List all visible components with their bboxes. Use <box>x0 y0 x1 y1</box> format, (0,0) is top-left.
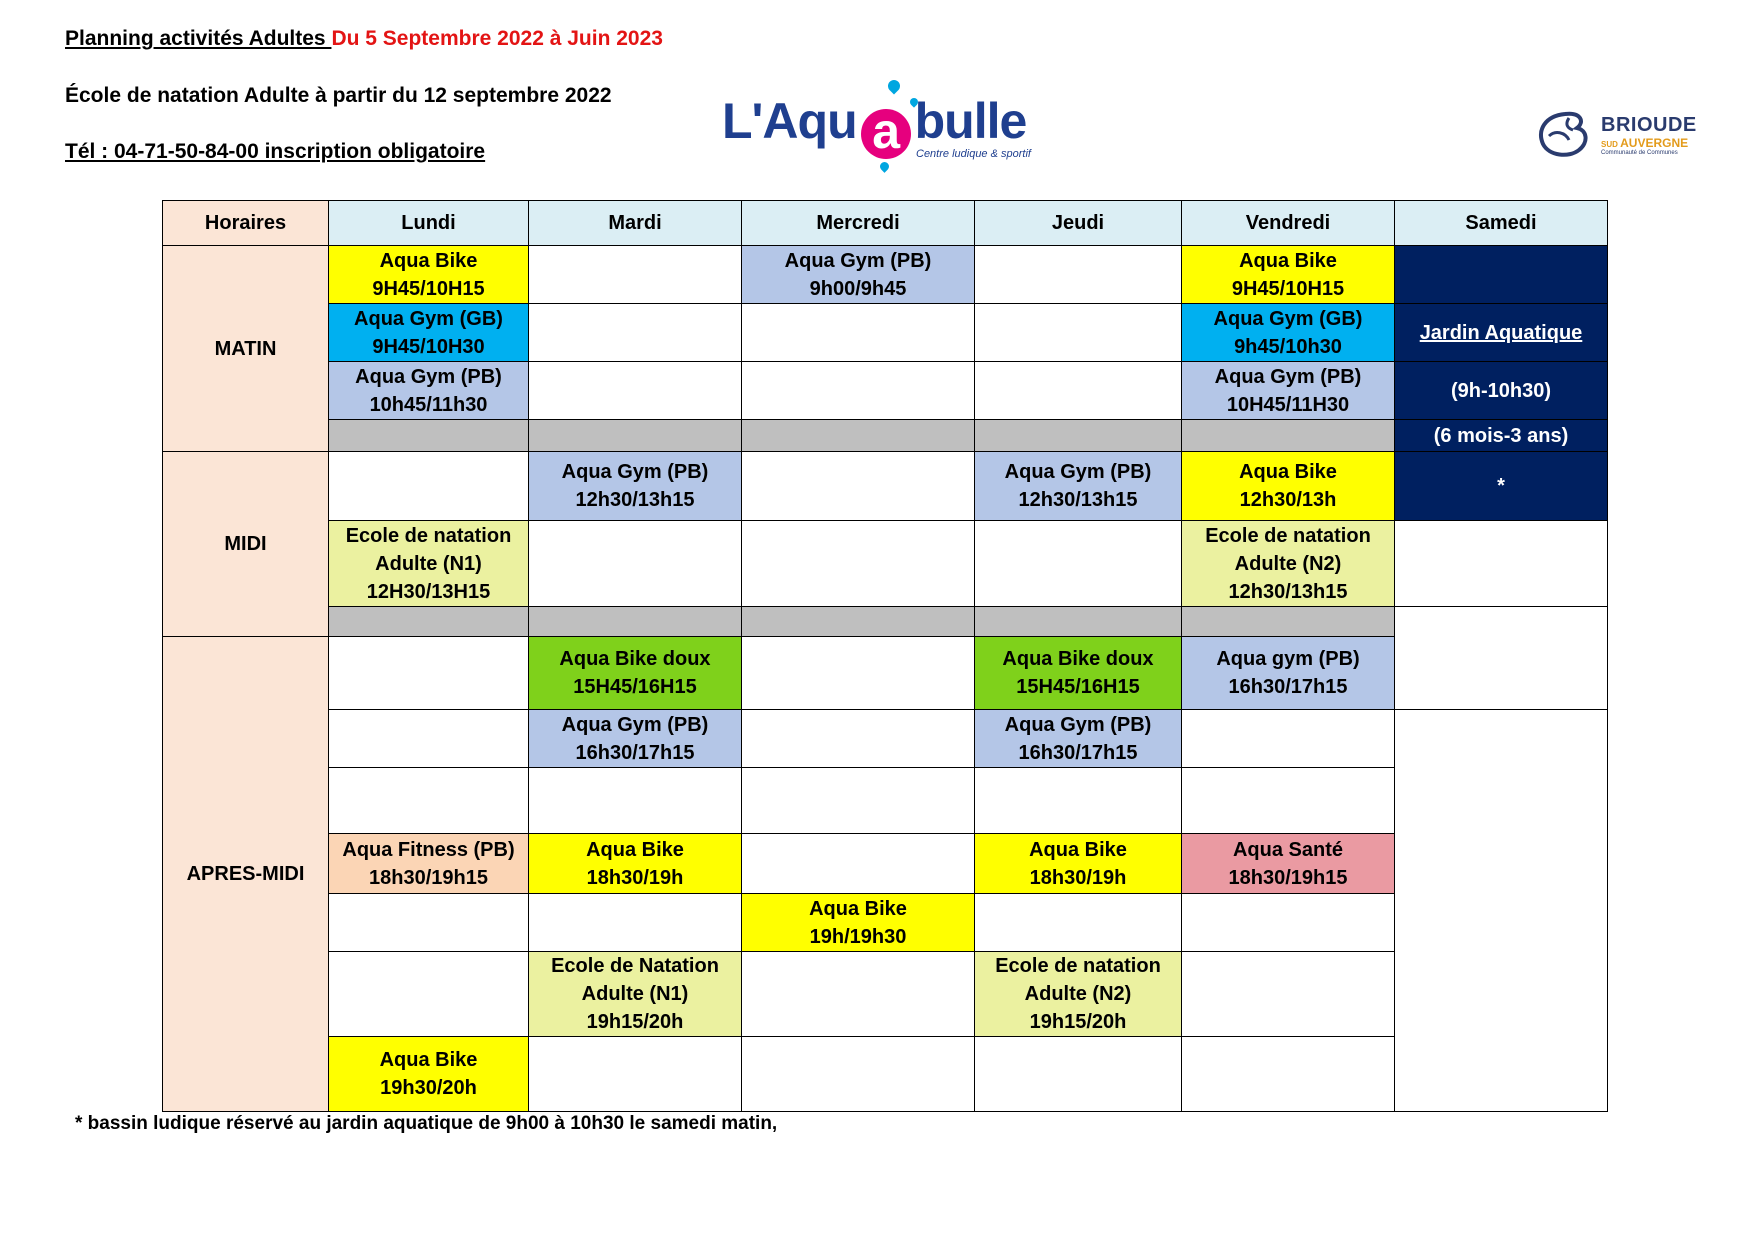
activity-cell: Aqua Bike 18h30/19h <box>975 834 1182 894</box>
activity-cell: Aqua Gym (GB) 9H45/10H30 <box>329 304 529 362</box>
empty-cell <box>529 894 742 952</box>
separator-cell <box>1182 420 1395 452</box>
empty-cell <box>329 710 529 768</box>
activity-cell: Aqua Gym (PB) 12h30/13h15 <box>529 452 742 521</box>
empty-cell <box>329 637 529 710</box>
separator-cell <box>329 420 529 452</box>
brioude-community: Communauté de Communes <box>1601 150 1678 156</box>
empty-cell <box>742 768 975 834</box>
title-main: Planning activités Adultes <box>65 27 332 50</box>
header-lundi: Lundi <box>329 201 529 246</box>
header-vendredi: Vendredi <box>1182 201 1395 246</box>
header-mardi: Mardi <box>529 201 742 246</box>
period-matin: MATIN <box>163 246 329 452</box>
empty-cell <box>975 362 1182 420</box>
empty-cell <box>975 246 1182 304</box>
table-row <box>163 246 1608 304</box>
empty-cell <box>742 521 975 607</box>
separator-row <box>163 420 1608 452</box>
empty-cell <box>1182 710 1395 768</box>
activity-cell: Aqua Fitness (PB) 18h30/19h15 <box>329 834 529 894</box>
activity-cell: Ecole de natation Adulte (N1) 12H30/13H15 <box>329 521 529 607</box>
title-dates: Du 5 Septembre 2022 à Juin 2023 <box>331 27 663 50</box>
empty-cell <box>742 834 975 894</box>
empty-cell <box>975 304 1182 362</box>
empty-cell <box>1182 894 1395 952</box>
empty-cell <box>529 246 742 304</box>
samedi-star-cell: * <box>1395 452 1608 521</box>
empty-cell <box>329 952 529 1037</box>
activity-cell: Aqua Bike doux 15H45/16H15 <box>529 637 742 710</box>
table-row <box>163 362 1608 420</box>
empty-cell <box>529 1037 742 1112</box>
separator-cell <box>329 607 529 637</box>
empty-cell <box>1182 952 1395 1037</box>
empty-cell <box>329 452 529 521</box>
activity-cell: Aqua Bike 19h/19h30 <box>742 894 975 952</box>
aquabulle-wordmark: L'Aqu a bulle <box>722 93 1027 159</box>
header-mercredi: Mercredi <box>742 201 975 246</box>
activity-cell: Aqua Gym (PB) 10H45/11H30 <box>1182 362 1395 420</box>
separator-cell <box>529 420 742 452</box>
activity-cell: Aqua Bike 9H45/10H15 <box>329 246 529 304</box>
header-row <box>163 201 1608 246</box>
separator-cell <box>742 607 975 637</box>
empty-cell <box>742 637 975 710</box>
activity-cell: Aqua Bike 19h30/20h <box>329 1037 529 1112</box>
empty-cell <box>975 768 1182 834</box>
period-midi: MIDI <box>163 452 329 637</box>
table-row <box>163 521 1608 607</box>
empty-cell <box>742 362 975 420</box>
activity-cell: Aqua Gym (PB) 10h45/11h30 <box>329 362 529 420</box>
empty-cell <box>1395 607 1608 710</box>
page-title <box>65 27 663 51</box>
activity-cell: Aqua Gym (PB) 16h30/17h15 <box>975 710 1182 768</box>
empty-cell <box>742 452 975 521</box>
activity-cell: Ecole de natation Adulte (N2) 12h30/13h15 <box>1182 521 1395 607</box>
table-row <box>163 768 1608 834</box>
subtitle: École de natation Adulte à partir du 12 septembre 2022 <box>65 84 612 107</box>
table-row <box>163 1037 1608 1112</box>
empty-cell <box>742 1037 975 1112</box>
empty-cell <box>1395 521 1608 607</box>
samedi-ages-cell: (6 mois-3 ans) <box>1395 420 1608 452</box>
activity-cell: Aqua gym (PB) 16h30/17h15 <box>1182 637 1395 710</box>
footnote: * bassin ludique réservé au jardin aquatique de 9h00 à 10h30 le samedi matin, <box>75 1113 778 1134</box>
table-row <box>163 834 1608 894</box>
water-drop-icon <box>878 160 891 173</box>
schedule-table <box>162 200 1608 1112</box>
header-samedi: Samedi <box>1395 201 1608 246</box>
activity-cell: Aqua Gym (PB) 12h30/13h15 <box>975 452 1182 521</box>
table-row <box>163 637 1608 710</box>
samedi-navy-cell <box>1395 246 1608 304</box>
period-apres-midi: APRES-MIDI <box>163 637 329 1112</box>
empty-cell <box>975 894 1182 952</box>
empty-cell <box>329 894 529 952</box>
brioude-logo <box>1535 108 1695 162</box>
empty-cell <box>529 521 742 607</box>
separator-cell <box>1182 607 1395 637</box>
table-row <box>163 894 1608 952</box>
header-jeudi: Jeudi <box>975 201 1182 246</box>
empty-cell <box>975 1037 1182 1112</box>
separator-cell <box>529 607 742 637</box>
aquabulle-tagline: Centre ludique & sportif <box>916 148 1031 160</box>
empty-cell <box>1182 768 1395 834</box>
table-row <box>163 952 1608 1037</box>
separator-row <box>163 607 1608 637</box>
samedi-hours-cell: (9h-10h30) <box>1395 362 1608 420</box>
separator-cell <box>975 420 1182 452</box>
activity-cell: Aqua Bike 9H45/10H15 <box>1182 246 1395 304</box>
empty-cell <box>742 710 975 768</box>
empty-cell <box>1182 1037 1395 1112</box>
brioude-name: BRIOUDE <box>1601 114 1697 136</box>
activity-cell: Aqua Gym (PB) 16h30/17h15 <box>529 710 742 768</box>
brioude-sub: SUD AUVERGNE <box>1601 136 1689 150</box>
phone-line: Tél : 04-71-50-84-00 inscription obligatoire <box>65 140 486 163</box>
empty-cell <box>529 768 742 834</box>
activity-cell: Aqua Gym (PB) 9h00/9h45 <box>742 246 975 304</box>
separator-cell <box>742 420 975 452</box>
activity-cell: Aqua Bike 12h30/13h <box>1182 452 1395 521</box>
activity-cell: Aqua Bike doux 15H45/16H15 <box>975 637 1182 710</box>
activity-cell: Ecole de natation Adulte (N2) 19h15/20h <box>975 952 1182 1037</box>
empty-cell <box>742 952 975 1037</box>
table-row <box>163 452 1608 521</box>
activity-cell: Ecole de Natation Adulte (N1) 19h15/20h <box>529 952 742 1037</box>
table-row <box>163 304 1608 362</box>
empty-cell <box>529 362 742 420</box>
header-horaires: Horaires <box>163 201 329 246</box>
activity-cell: Aqua Bike 18h30/19h <box>529 834 742 894</box>
empty-cell <box>529 304 742 362</box>
samedi-jardin-cell: Jardin Aquatique <box>1395 304 1608 362</box>
table-row <box>163 710 1608 768</box>
brioude-emblem-icon <box>1535 110 1599 160</box>
activity-cell: Aqua Gym (GB) 9h45/10h30 <box>1182 304 1395 362</box>
separator-cell <box>975 607 1182 637</box>
empty-cell <box>329 768 529 834</box>
activity-cell: Aqua Santé 18h30/19h15 <box>1182 834 1395 894</box>
empty-cell <box>1395 710 1608 1112</box>
empty-cell <box>975 521 1182 607</box>
empty-cell <box>742 304 975 362</box>
aquabulle-logo <box>720 78 1050 174</box>
